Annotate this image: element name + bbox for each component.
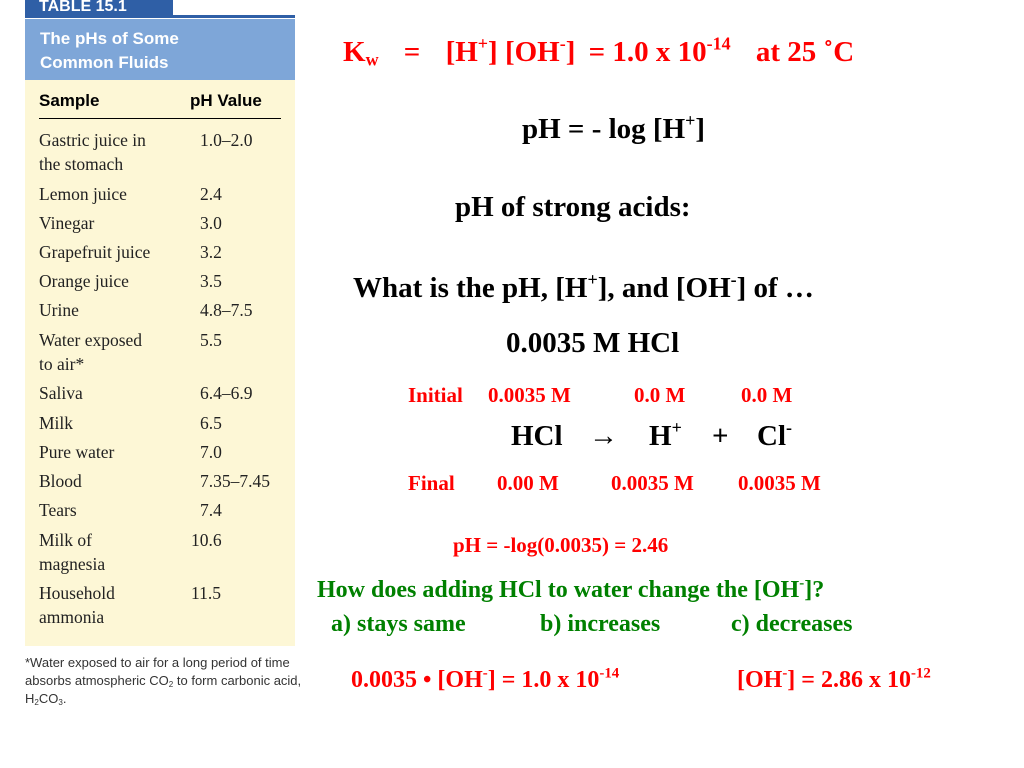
row-7-ph: 5.5	[200, 330, 222, 350]
initial-h: 0.0 M	[634, 383, 686, 407]
row-3-sample: Vinegar	[39, 213, 95, 233]
ph-definition: pH = - log [H+]	[522, 110, 706, 145]
strong-acids-heading: pH of strong acids:	[455, 191, 691, 223]
row-4-ph: 3.2	[200, 242, 222, 262]
header-rule	[39, 118, 281, 119]
row-14-ph: 11.5	[191, 583, 221, 603]
table-caption	[25, 19, 295, 80]
row-2-sample: Lemon juice	[39, 184, 127, 204]
table-tag-underline	[25, 15, 295, 18]
row-2-ph: 2.4	[200, 184, 222, 204]
row-7-sample: Water exposed to air*	[39, 330, 143, 374]
oh-calculation-2: [OH-] = 2.86 x $10^{-12}$	[737, 665, 931, 693]
row-10-ph: 7.0	[200, 442, 222, 462]
row-1-sample: Gastric juice in the stomach	[39, 130, 146, 174]
row-11-sample: Blood	[39, 471, 82, 491]
initial-cl: 0.0 M	[741, 383, 793, 407]
reaction-arrow: →	[589, 420, 618, 452]
row-8-sample: Saliva	[39, 383, 83, 403]
sample-solution: 0.0035 M HCl	[506, 327, 680, 359]
reaction-plus: +	[712, 420, 729, 452]
final-hcl: 0.00 M	[497, 471, 559, 495]
table-tag-label: TABLE 15.1	[39, 0, 127, 15]
caption-line-2: Common Fluids	[40, 53, 169, 72]
row-12-ph: 7.4	[200, 500, 222, 520]
question-2: How does adding HCl to water change the [OH-]?	[317, 575, 825, 603]
row-3-ph: 3.0	[200, 213, 222, 233]
final-h: 0.0035 M	[611, 471, 694, 495]
row-6-sample: Urine	[39, 300, 79, 320]
row-13-sample: Milk of magnesia	[39, 530, 106, 574]
ph-calculation: pH = -log(0.0035) = 2.46	[453, 533, 669, 557]
row-10-sample: Pure water	[39, 442, 115, 462]
row-6-ph: 4.8–7.5	[200, 300, 253, 320]
row-13-ph: 10.6	[191, 530, 222, 550]
caption-line-1: The pHs of Some	[40, 29, 179, 48]
initial-hcl: 0.0035 M	[488, 383, 571, 407]
option-a: a) stays same	[331, 611, 466, 637]
final-label: Final	[408, 471, 455, 495]
reaction-hcl: HCl	[511, 420, 563, 452]
row-4-sample: Grapefruit juice	[39, 242, 151, 262]
row-1-ph: 1.0–2.0	[200, 130, 253, 150]
initial-label: Initial	[408, 383, 463, 407]
row-5-ph: 3.5	[200, 271, 222, 291]
row-8-ph: 6.4–6.9	[200, 383, 253, 403]
option-c: c) decreases	[731, 611, 853, 637]
row-9-ph: 6.5	[200, 413, 222, 433]
row-14-sample: Household ammonia	[39, 583, 115, 627]
row-11-ph: 7.35–7.45	[200, 471, 270, 491]
oh-calculation-1: 0.0035 • [OH-] = 1.0 x $10^{-14}$	[351, 665, 620, 693]
column-header-ph: pH Value	[190, 91, 262, 110]
reaction-h: H+	[649, 417, 682, 452]
reaction-cl: Cl-	[757, 417, 792, 452]
row-9-sample: Milk	[39, 413, 74, 433]
option-b: b) increases	[540, 611, 661, 637]
row-5-sample: Orange juice	[39, 271, 129, 291]
column-header-sample: Sample	[39, 91, 100, 110]
question-1: What is the pH, [H+], and [OH-] of …	[353, 269, 814, 304]
table-footnote: *Water exposed to air for a long period of time absorbs atmospheric $CO_2$ to form carbonic acid, $H_2CO_3$.	[25, 655, 302, 707]
final-cl: 0.0035 M	[738, 471, 821, 495]
kw-equation: $K_w = [H^+] [OH^-] = 1.0$ x $10^{-14}$ at 25 ˚C	[343, 33, 855, 70]
row-12-sample: Tears	[39, 500, 77, 520]
